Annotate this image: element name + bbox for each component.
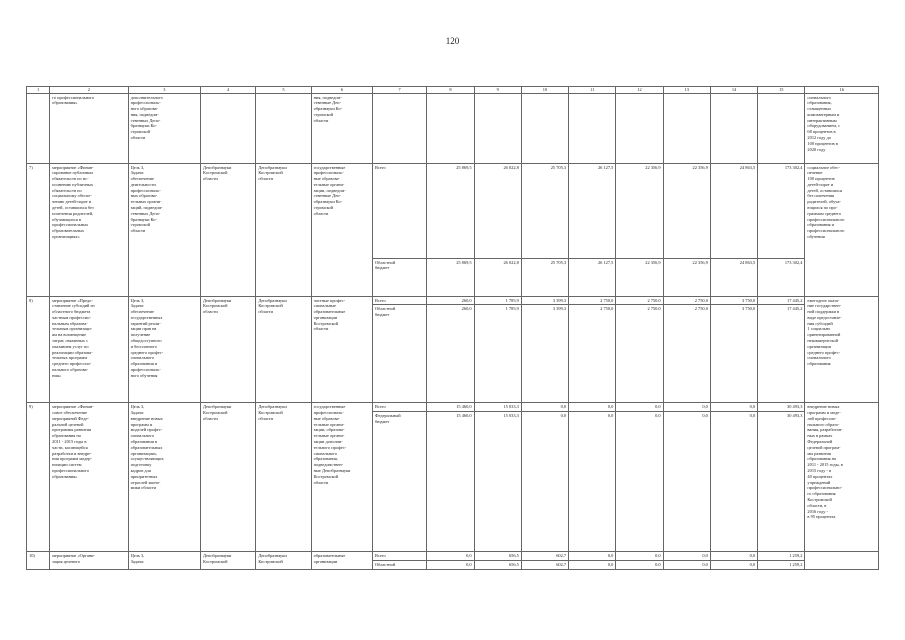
amount-cell: 2 750,0 [569, 296, 616, 305]
executor-cell: Депобразнауки Костромской области [256, 296, 311, 403]
measure-name-cell: мероприятие «Финан- сирование публичных обязательств по ис- полнению публичных обязательств по социальному обеспе- чению детей-сирот и детей, оставшихся без попечения родителей, обучающихся в профессиональных образовательных организациях» [50, 163, 128, 296]
table-row-10 [27, 552, 879, 561]
funding-source-cell [372, 93, 426, 163]
amount-cell: 3 750,0 [710, 305, 757, 403]
amount-cell: 26 022,8 [474, 258, 521, 296]
funding-source-cell: Всего [372, 403, 426, 412]
amount-cell: 0,0 [663, 560, 710, 569]
total-cell: 30 493,3 [758, 403, 805, 412]
amount-cell: 602,7 [521, 560, 568, 569]
expected-result-cell: социальное обес- печение 100 процентов детей-сирот и детей, оставшихся без попечения родителей, обуча- ющихся по про- граммам среднего профессионального образования и профессионального обучения [805, 163, 879, 296]
funding-source-cell: Всего [372, 296, 426, 305]
header-cell: 12 [616, 87, 663, 94]
header-cell: 11 [569, 87, 616, 94]
total-cell: 1 259,2 [758, 552, 805, 561]
expected-result-cell: сионального образования, оснащенных компьютерным и интерактивным оборудованием, с 68 процентов в 2012 году до 100 процентов в 2020 году [805, 93, 879, 163]
coordinator-cell: Депобразнауки Костромской области [201, 163, 256, 296]
header-cell: 9 [474, 87, 521, 94]
amount-cell: 2 750,0 [663, 296, 710, 305]
amount-cell: 15 460,0 [427, 412, 474, 552]
header-cell: 13 [663, 87, 710, 94]
header-cell: 3 [128, 87, 200, 94]
total-cell: 173 302,4 [758, 258, 805, 296]
amount-cell: 15 033,3 [474, 412, 521, 552]
total-cell: 17 445,2 [758, 305, 805, 403]
header-cell: 16 [805, 87, 879, 94]
table-row-7 [27, 163, 879, 258]
funding-source-cell: Областной бюджет [372, 258, 426, 296]
amount-cell: 26 127,5 [569, 163, 616, 258]
recipient-cell: ния, подведом- ственные Деп- образнауки Ко- стромской области [311, 93, 372, 163]
goal-task-cell: Цель 3, Задача: обеспечение деятельности профессиональ- ных образова- тельных органи- заций, подведом- ственных Депо- бразнауки Ко- стромской области [128, 163, 200, 296]
header-cell: 14 [710, 87, 757, 94]
amount-cell: 25 869,5 [427, 163, 474, 258]
amount-cell: 656,5 [474, 560, 521, 569]
amount-cell: 24 863,5 [710, 258, 757, 296]
row-number-cell: 10) [27, 552, 50, 570]
measure-name-cell: мероприятие «Органи- зация целевого [50, 552, 128, 570]
row-number-cell [27, 93, 50, 163]
amount-cell: 22 356,9 [616, 258, 663, 296]
amount-cell: 26 022,8 [474, 163, 521, 258]
header-cell: 10 [521, 87, 568, 94]
amount-cell [710, 93, 757, 163]
amount-cell: 1 785,9 [474, 305, 521, 403]
measure-name-cell: мероприятие «Финан- совое обеспечение мероприятий Феде- ральной целевой программы развития образования на 2011 - 2015 годы в части, касающейся разработки и внедре- ния программ модер- низации систем профессионального образования» [50, 403, 128, 552]
header-cell: 15 [758, 87, 805, 94]
header-cell: 2 [50, 87, 128, 94]
amount-cell: 22 356,9 [616, 163, 663, 258]
amount-cell: 22 356,9 [663, 258, 710, 296]
expected-result-cell [805, 552, 879, 570]
amount-cell: 15 460,0 [427, 403, 474, 412]
executor-cell [256, 93, 311, 163]
table-row-9 [27, 403, 879, 412]
header-cell: 5 [256, 87, 311, 94]
amount-cell: 602,7 [521, 552, 568, 561]
row-number-cell: 8) [27, 296, 50, 403]
amount-cell: 0,0 [427, 560, 474, 569]
amount-cell: 0,0 [710, 403, 757, 412]
amount-cell: 0,0 [710, 412, 757, 552]
total-cell [758, 93, 805, 163]
measure-name-cell: го профессионального образования» [50, 93, 128, 163]
executor-cell: Депобразнауки Костромской области [256, 163, 311, 296]
amount-cell: 0,0 [663, 403, 710, 412]
amount-cell: 260,0 [427, 296, 474, 305]
amount-cell: 0,0 [616, 560, 663, 569]
amount-cell: 2 750,0 [663, 305, 710, 403]
amount-cell [427, 93, 474, 163]
expected-result-cell: внедрение новых программ и моде- лей профессио- нального образо- вания, разработан- ных в рамках Федеральной целевой програм- мы развития образования на 2011 - 2015 годы, в 2015 году - в 40 процентах учреждений профессионально- го образования Костромской области, в 2016 году - в 95 процентах [805, 403, 879, 552]
header-cell: 6 [311, 87, 372, 94]
total-cell: 17 445,2 [758, 296, 805, 305]
amount-cell [663, 93, 710, 163]
amount-cell: 0,0 [710, 552, 757, 561]
program-measures-table [26, 86, 879, 570]
coordinator-cell: Депобразнауки Костромской [201, 552, 256, 570]
amount-cell: 0,0 [616, 412, 663, 552]
funding-source-cell: Всего [372, 552, 426, 561]
coordinator-cell [201, 93, 256, 163]
amount-cell: 0,0 [663, 552, 710, 561]
amount-cell: 260,0 [427, 305, 474, 403]
row-number-cell: 7) [27, 163, 50, 296]
amount-cell: 0,0 [569, 560, 616, 569]
coordinator-cell: Депобразнауки Костромской области [201, 403, 256, 552]
amount-cell: 3 399,3 [521, 296, 568, 305]
recipient-cell: частные профес- сиональные образовательные организации Костромской области [311, 296, 372, 403]
total-cell: 173 302,4 [758, 163, 805, 258]
recipient-cell: государственные профессиональ- ные образова- тельные органи- зации, образова- тельные органи- зации дополни- тельного профес- сионального образования, подведомствен- ные Депобразнауки Костромской области [311, 403, 372, 552]
amount-cell: 0,0 [616, 403, 663, 412]
row-number-cell: 9) [27, 403, 50, 552]
header-cell: 7 [372, 87, 426, 94]
funding-source-cell: Областной бюджет [372, 305, 426, 403]
total-cell: 1 259,2 [758, 560, 805, 569]
recipient-cell: образовательные организации [311, 552, 372, 570]
header-cell: 4 [201, 87, 256, 94]
header-cell: 8 [427, 87, 474, 94]
header-cell: 1 [27, 87, 50, 94]
amount-cell [616, 93, 663, 163]
amount-cell: 656,5 [474, 552, 521, 561]
amount-cell: 25 705,3 [521, 163, 568, 258]
amount-cell: 0,0 [521, 403, 568, 412]
amount-cell [474, 93, 521, 163]
amount-cell: 0,0 [569, 403, 616, 412]
amount-cell: 2 750,0 [616, 305, 663, 403]
goal-task-cell: дополнительного профессиональ- ного образова- ния, подведом- ственных Депо- бразнауки Ко- стромской области [128, 93, 200, 163]
amount-cell: 0,0 [569, 412, 616, 552]
amount-cell: 0,0 [427, 552, 474, 561]
table-row-continuation [27, 93, 879, 163]
funding-source-cell: Всего [372, 163, 426, 258]
goal-task-cell: Цель 3, Задача: внедрение новых программ и моделей профес- сионального образования в образовательных организациях, осуществляющих подготовку кадров для приоритетных отраслей эконо- мики области [128, 403, 200, 552]
recipient-cell: государственные профессиональ- ные образова- тельные органи- зации, подведом- ственные Деп- образнауки Ко- стромской области [311, 163, 372, 296]
amount-cell [521, 93, 568, 163]
goal-task-cell: Цель 3, Задача: обеспечение государственных гарантий реали- зации прав на получение общедоступного и бесплатного среднего профес- сионального образования и профессиональ- ного обучения [128, 296, 200, 403]
amount-cell [569, 93, 616, 163]
amount-cell: 0,0 [521, 412, 568, 552]
amount-cell: 2 750,0 [569, 305, 616, 403]
amount-cell: 3 399,3 [521, 305, 568, 403]
amount-cell: 26 127,5 [569, 258, 616, 296]
executor-cell: Депобразнауки Костромской [256, 552, 311, 570]
amount-cell: 0,0 [663, 412, 710, 552]
amount-cell: 0,0 [710, 560, 757, 569]
amount-cell: 3 750,0 [710, 296, 757, 305]
amount-cell: 0,0 [616, 552, 663, 561]
funding-source-cell: Федеральный бюджет [372, 412, 426, 552]
expected-result-cell: ежегодное оказа- ние государствен- ной поддержки в виде предоставле- ния субсидий 1 социально ориентированной некоммерческой организации среднего профес- сионального образования [805, 296, 879, 403]
page-number: 120 [445, 36, 460, 46]
amount-cell: 25 705,3 [521, 258, 568, 296]
amount-cell: 1 785,9 [474, 296, 521, 305]
amount-cell: 24 863,5 [710, 163, 757, 258]
coordinator-cell: Депобразнауки Костромской области [201, 296, 256, 403]
amount-cell: 2 750,0 [616, 296, 663, 305]
amount-cell: 0,0 [569, 552, 616, 561]
goal-task-cell: Цель 3, Задача: [128, 552, 200, 570]
executor-cell: Депобразнауки Костромской области [256, 403, 311, 552]
amount-cell: 15 033,3 [474, 403, 521, 412]
total-cell: 30 493,3 [758, 412, 805, 552]
amount-cell: 25 869,5 [427, 258, 474, 296]
amount-cell: 22 356,9 [663, 163, 710, 258]
funding-source-cell: Областной [372, 560, 426, 569]
table-row-8 [27, 296, 879, 305]
measure-name-cell: мероприятие «Предо- ставление субсидий из областного бюджета частным профессио- нальным образова- тельным организаци- ям на возмещение затрат, связанных с оказанием услуг по реализации образова- тельных программ среднего профессио- нального образова- ния» [50, 296, 128, 403]
